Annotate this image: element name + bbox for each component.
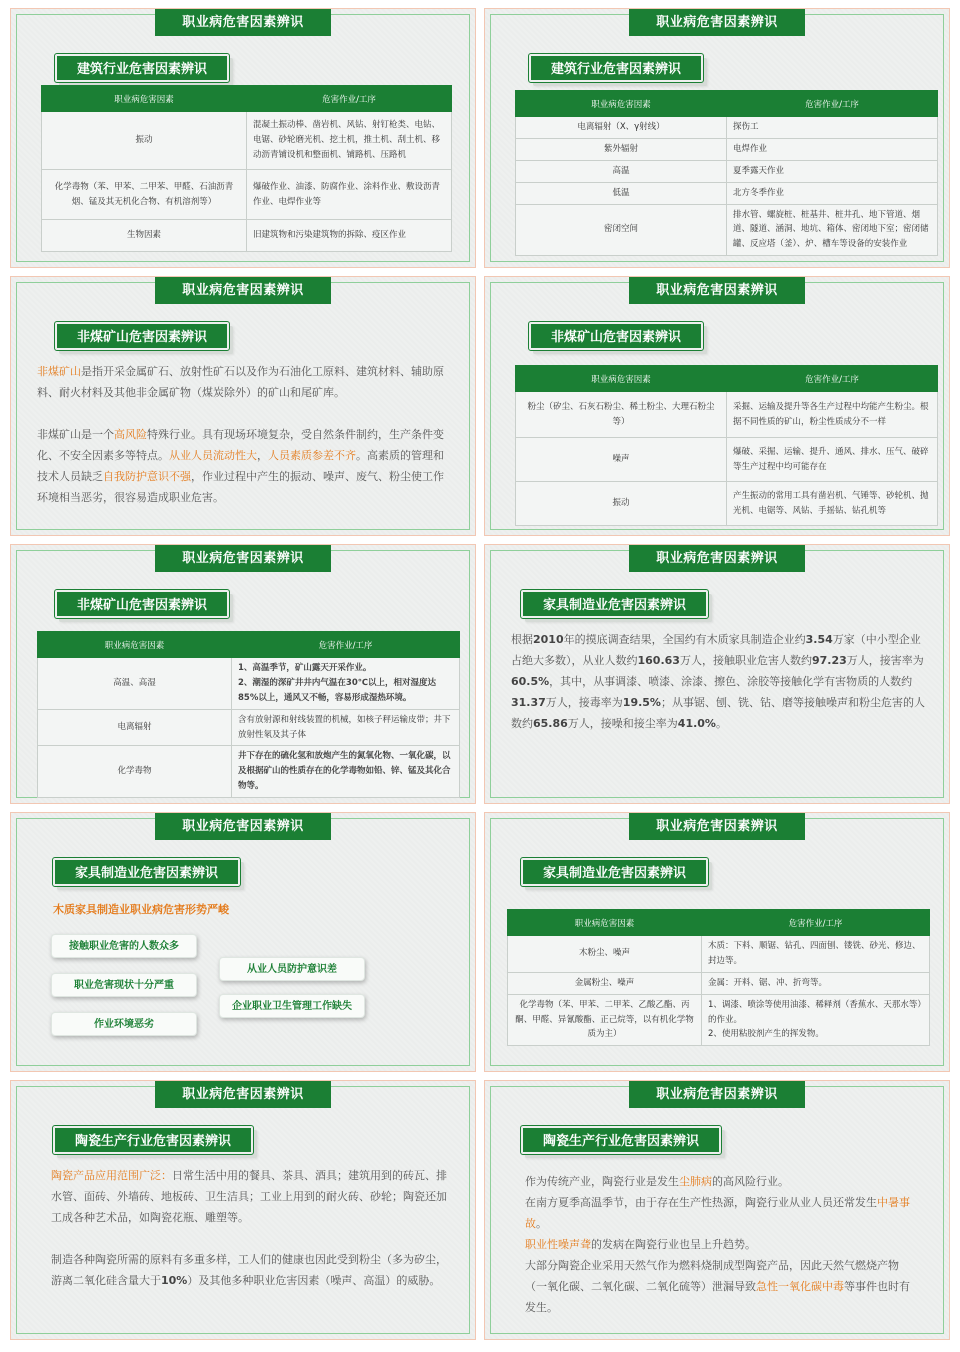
ceramic-hazards-paragraph: 制造各种陶瓷所需的原料有多重多样，工人们的健康也因此受到粉尘（多为矽尘，游离二氧化硅含量大于10%）及其他多种职业危害因素（噪声、高温）的威胁。 xyxy=(51,1253,447,1287)
section-title: 家具制造业危害因素辨识 xyxy=(521,590,708,618)
table-row: 粉尘（矽尘、石灰石粉尘、稀土粉尘、大理石粉尘等） 采掘、运输及提升等各生产过程中均能产生粉尘。根据不同性质的矿山，粉尘性质成分不一样 xyxy=(516,392,938,438)
mine-characteristics-paragraph: 非煤矿山是一个高风险特殊行业。具有现场环境复杂，受自然条件制约，生产条件变化、不安全因素多等特点。从业人员流动性大，人员素质参差不齐。高素质的管理和技术人员缺乏自我防护意识不强，作业过程中产生的振动、噪声、废气、粉尘使工作环境相当恶劣，很容易造成职业危害。 xyxy=(37,428,444,504)
slide-1 xyxy=(10,8,476,268)
table-row: 密闭空间 排水管、螺旋桩、桩基井、桩井孔、地下管道、烟道、隧道、涵洞、地坑、箱体、密闭地下室；密闭储罐、反应塔（釜）、炉、槽车等设备的安装作业 xyxy=(516,204,938,256)
table-row: 高温、高湿 1、高温季节，矿山露天开采作业。 2、潮湿的深矿井井内气温在30℃以上，相对湿度达85%以上，通风又不畅，容易形成湿热环境。 xyxy=(38,658,460,710)
slide-title: 职业病危害因素辨识 xyxy=(155,545,331,572)
section-title: 非煤矿山危害因素辨识 xyxy=(55,590,229,618)
slide-title: 职业病危害因素辨识 xyxy=(629,813,805,840)
table-row: 低温 北方冬季作业 xyxy=(516,182,938,204)
slide-title: 职业病危害因素辨识 xyxy=(155,9,331,36)
table-row: 化学毒物（苯、甲苯、二甲苯、乙酸乙酯、丙酮、甲醛、异氰酸酯、正己烷等，以有机化学物质为主） 1、调漆、喷涂等使用油漆、稀释剂（香蕉水、天那水等）的作业。 2、使用粘胶剂产生的挥发物。 xyxy=(508,994,930,1046)
slide-title: 职业病危害因素辨识 xyxy=(629,1081,805,1108)
section-title: 陶瓷生产行业危害因素辨识 xyxy=(53,1126,253,1154)
table-row: 生物因素 旧建筑物和污染建筑物的拆除、疫区作业 xyxy=(42,220,452,252)
section-title: 建筑行业危害因素辨识 xyxy=(55,54,229,82)
slide-5 xyxy=(10,544,476,804)
slide-title: 职业病危害因素辨识 xyxy=(155,277,331,304)
table-row: 电离辐射 含有放射源和射线装置的机械，如核子秤运输皮带；井下放射性氡及其子体 xyxy=(38,709,460,746)
mine-definition-paragraph: 非煤矿山是指开采金属矿石、放射性矿石以及作为石油化工原料、建筑材料、辅助原料、耐火材料及其他非金属矿物（煤炭除外）的矿山和尾矿库。 xyxy=(37,365,444,399)
hazard-table xyxy=(515,365,938,526)
table-row: 化学毒物 井下存在的硫化氢和放炮产生的氮氧化物、一氧化碳，以及根据矿山的性质存在的化学毒物如铅、锌、锰及其化合物等。 xyxy=(38,746,460,798)
hazard-point-pill: 作业环境恶劣 xyxy=(51,1012,197,1036)
slide-8 xyxy=(484,812,950,1072)
hazard-point-pill: 接触职业危害的人数众多 xyxy=(51,934,197,958)
hazard-table xyxy=(41,85,452,252)
section-title: 家具制造业危害因素辨识 xyxy=(521,858,708,886)
col-header-work: 危害作业/工序 xyxy=(232,632,460,658)
col-header-work: 危害作业/工序 xyxy=(702,910,930,936)
section-title: 非煤矿山危害因素辨识 xyxy=(529,322,703,350)
hazard-table xyxy=(37,631,460,798)
hazard-table xyxy=(515,90,938,256)
section-title: 家具制造业危害因素辨识 xyxy=(53,858,240,886)
table-row: 高温 夏季露天作业 xyxy=(516,160,938,182)
section-title: 建筑行业危害因素辨识 xyxy=(529,54,703,82)
slide-9 xyxy=(10,1080,476,1340)
ceramic-applications-paragraph: 陶瓷产品应用范围广泛：日常生活中用的餐具、茶具、酒具；建筑用到的砖瓦、排水管、面砖、外墙砖、地板砖、卫生洁具；工业上用到的耐火砖、砂轮；陶瓷还加工成各种艺术品，如陶瓷花瓶、雕塑等。 xyxy=(51,1169,447,1224)
slide-title: 职业病危害因素辨识 xyxy=(629,9,805,36)
slide-title: 职业病危害因素辨识 xyxy=(629,545,805,572)
col-header-factor: 职业病危害因素 xyxy=(42,86,247,112)
hazard-table xyxy=(507,909,930,1046)
col-header-factor: 职业病危害因素 xyxy=(508,910,702,936)
slide-6 xyxy=(484,544,950,804)
slide-title: 职业病危害因素辨识 xyxy=(629,277,805,304)
furniture-survey-paragraph: 根据2010年的摸底调查结果，全国约有木质家具制造企业约3.54万家（中小型企业占绝大多数），从业人数约160.63万人，接触职业危害人数约97.23万人，接害率为60.5%，其中，从事调漆、喷漆、涂漆、擦色、涂胶等接触化学有害物质的人数约31.37万人，接毒率为19.5%；从事锯、刨、铣、钻、磨等接触噪声和粉尘危害的人数约65.86万人，接噪和接尘率为41.0%。 xyxy=(511,633,925,730)
slide-10 xyxy=(484,1080,950,1340)
slide-3 xyxy=(10,276,476,536)
col-header-work: 危害作业/工序 xyxy=(727,366,938,392)
table-row: 木粉尘、噪声 木质：下料、顺锯、钻孔、四面刨、镂铣、砂光、修边、封边等。 xyxy=(508,936,930,973)
col-header-factor: 职业病危害因素 xyxy=(516,366,727,392)
col-header-work: 危害作业/工序 xyxy=(727,91,938,117)
table-row: 噪声 爆破、采掘、运输、提升、通风、排水、压气、破碎等生产过程中均可能存在 xyxy=(516,438,938,482)
table-row: 振动 混凝土振动棒、凿岩机、风钻、射钉枪类、电钻、电锯、砂轮磨光机、挖土机，推土机、刮土机、移动沥青铺设机和整面机、铺路机、压路机 xyxy=(42,112,452,170)
slide-2 xyxy=(484,8,950,268)
hazard-point-pill: 企业职业卫生管理工作缺失 xyxy=(219,994,365,1018)
ceramic-risk-paragraph: 作为传统产业，陶瓷行业是发生尘肺病的高风险行业。 在南方夏季高温季节，由于存在生产性热源，陶瓷行业从业人员还常发生中暑事故。 职业性噪声聋的发病在陶瓷行业也呈上升趋势。 大部分陶瓷企业采用天然气作为燃料烧制成型陶瓷产品，因此天然气燃烧产物（一氧化碳、二氧化碳、二氧化硫等）泄漏导致急性一氧化碳中毒等事件也时有发生。 xyxy=(525,1175,910,1314)
hazard-point-pill: 从业人员防护意识差 xyxy=(219,957,365,981)
table-row: 紫外辐射 电焊作业 xyxy=(516,138,938,160)
furniture-severity-subhead: 木质家具制造业职业病危害形势严峻 xyxy=(53,903,229,916)
slide-7 xyxy=(10,812,476,1072)
slide-title: 职业病危害因素辨识 xyxy=(155,1081,331,1108)
table-row: 金属粉尘、噪声 金属：开料、锯、冲、折弯等。 xyxy=(508,972,930,994)
section-title: 陶瓷生产行业危害因素辨识 xyxy=(521,1126,721,1154)
section-title: 非煤矿山危害因素辨识 xyxy=(55,322,229,350)
col-header-factor: 职业病危害因素 xyxy=(38,632,232,658)
table-row: 振动 产生振动的常用工具有凿岩机、气锤等、砂轮机、抛光机、电锯等、风钻、手摇钻、钻孔机等 xyxy=(516,482,938,526)
slide-4 xyxy=(484,276,950,536)
hazard-point-pill: 职业危害现状十分严重 xyxy=(51,973,197,997)
slide-title: 职业病危害因素辨识 xyxy=(155,813,331,840)
table-row: 化学毒物（苯、甲苯、二甲苯、甲醛、石油沥青烟、锰及其无机化合物、有机溶剂等） 爆破作业、油漆、防腐作业、涂料作业、敷设沥青作业、电焊作业等 xyxy=(42,170,452,220)
table-row: 电离辐射（X、γ射线） 探伤工 xyxy=(516,117,938,139)
col-header-work: 危害作业/工序 xyxy=(247,86,452,112)
col-header-factor: 职业病危害因素 xyxy=(516,91,727,117)
